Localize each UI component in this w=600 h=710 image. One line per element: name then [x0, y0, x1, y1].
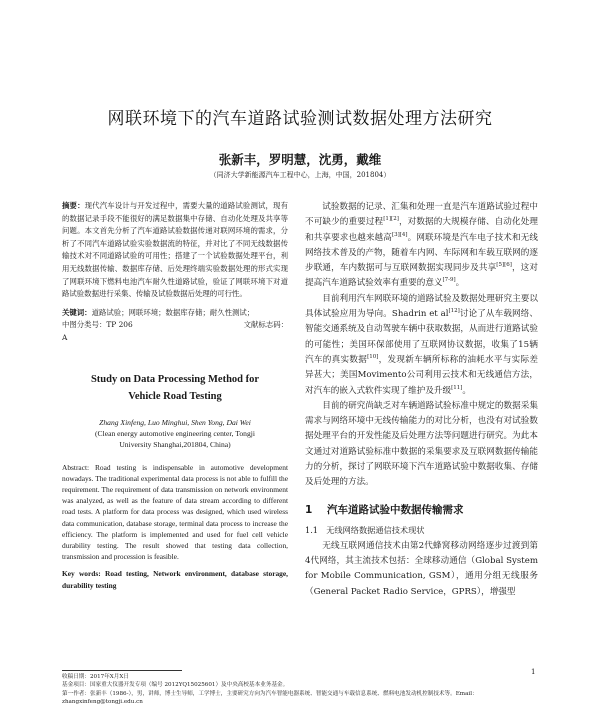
- keywords-cn-text: 道路试验；网联环境；数据库存储；耐久性测试；: [91, 307, 255, 317]
- keywords-en: [62, 568, 288, 590]
- footnote-author: 第一作者：张新丰（1986-），男，讲师，博士生导师，工学博士，主要研究方向为汽车智能电器系统、智能交通与车载信息系统、燃料电池发动机控制技术等。Email：zhangxinfeng@tongji.edu.cn: [62, 690, 478, 705]
- left-column: [62, 200, 288, 591]
- abstract-cn-text: 现代汽车设计与开发过程中，需要大量的道路试验测试，现有的数据记录手段不能很好的满足数据集中存储、自动化处理及共享等问题。本文首先分析了汽车道路试验数据传递对联网环境的需求，分析了不同汽车道路试验实验数据流的特征，并对比了不同无线数据传输技术对不同道路试验的可用性；搭建了一个试验数据处理平台，利用无线数据传输、数据库存储、后处理终端实验数据处理的形式实现了网联环境下燃料电池汽车耐久性道路试验，验证了网联环境下对道路试验数据进行采集、传输及试验数据后处理的可行性。: [62, 201, 288, 299]
- paper-title-cn: 网联环境下的汽车道路试验测试数据处理方法研究: [107, 109, 493, 129]
- intro-paragraph-1: [305, 200, 538, 292]
- keywords-cn-label: 关键词：: [62, 307, 92, 317]
- paper-title-en-line1: Study on Data Processing Method for: [90, 373, 260, 385]
- affiliation-en-line2: University Shanghai,201804, China): [119, 439, 231, 449]
- doc-code-value: A: [62, 332, 68, 342]
- p2-text-c: ，发现新车辆所标称的油耗水平与实际差异甚大；美国Movimento公司利用云技术和无线通信方法，对汽车的嵌入式软件实现了维护及升级: [305, 354, 538, 396]
- p2-text-b: 讨论了从车载网络、智能交通系统及自动驾驶车辆中获取数据，从而进行道路试验的可能性；美国环保部使用了互联网协议数据，收集了15辆汽车的真实数据: [305, 309, 538, 365]
- citation: [7-9]: [442, 277, 456, 284]
- paper-title-en-line2: Vehicle Road Testing: [128, 390, 222, 402]
- authors-cn: 张新丰，罗明慧，沈勇，戴维: [218, 152, 382, 167]
- doc-code-label: 文献标志码：: [243, 320, 288, 330]
- abstract-en-label: Abstract:: [62, 462, 90, 472]
- subsection-heading-1-1: 1.1 无线网络数据通信技术现状: [305, 524, 425, 535]
- footnote-received: 收稿日期：2017年X月X日: [62, 674, 129, 680]
- keywords-cn: [62, 307, 288, 320]
- footnote-divider: [62, 670, 182, 671]
- citation: [1][2]: [383, 216, 399, 223]
- p2-text: 目前利用汽车网联环境的道路试验及数据处理研究主要以具体试验应用为导向。Shadrin et al: [305, 293, 538, 320]
- p1-text-c: 。网联环境是汽车电子技术和无线网络技术普及的产物，随着车内网、车际网和车载互联网的逐步联通，车内数据可与互联网数据实现同步及共享: [305, 232, 538, 274]
- intro-paragraph-2: [305, 292, 538, 399]
- abstract-cn: [62, 200, 288, 301]
- p1-text: 试验数据的记录、汇集和处理一直是汽车道路试验过程中不可缺少的重要过程: [305, 202, 538, 228]
- p1-text-e: 。: [455, 278, 465, 289]
- footnotes: [62, 673, 542, 706]
- abstract-en: [62, 462, 288, 563]
- citation: [11]: [451, 384, 463, 391]
- abstract-cn-label: 摘要：: [62, 201, 85, 210]
- clc-number: 中图分类号：TP 206: [62, 320, 133, 330]
- citation: [12]: [448, 308, 460, 315]
- keywords-en-text: Road testing, Network environment, database storage, durability testing: [62, 569, 288, 590]
- authors-en: Zhang Xinfeng, Luo Minghui, Shen Yong, Dai Wei: [99, 417, 251, 427]
- citation: [5][6]: [496, 262, 512, 269]
- p1-text-b: ，对数据的大规模存储、自动化处理和共享要求也越来越高: [305, 217, 538, 243]
- p1-text-d: ，这对提高汽车道路试验效率有重要的意义: [305, 263, 538, 289]
- classification-line: [62, 319, 288, 332]
- abstract-en-text: Road testing is indispensable in automotive development nowadays. The traditional experimental data process is not able to fulfill the requirement. The requirement of data transmission on network environment was analyzed, as well as the feature of data stream according to different road tests. A platform for data process was designed, which used wireless data communication, database storage, terminal data process to increase the efficiency. The platform is implemented and used for fuel cell vehicle durability testing. The result showed that testing data collection, transmission and procession is feasible.: [62, 462, 288, 562]
- p2-text-d: 。: [462, 385, 472, 396]
- page-number: 1: [531, 668, 536, 676]
- affiliation-en-line1: (Clean energy automotive engineering center, Tongji: [95, 428, 255, 438]
- citation: [10]: [367, 354, 379, 361]
- affiliation-cn: （同济大学新能源汽车工程中心，上海，中国，201804）: [209, 171, 391, 179]
- right-column: [305, 200, 538, 600]
- section-title: 汽车道路试验中数据传输需求: [327, 503, 464, 516]
- citation: [3][4]: [391, 231, 408, 238]
- keywords-en-label: Key words:: [62, 569, 101, 579]
- section-heading-1: [305, 503, 538, 517]
- intro-paragraph-3: 目前的研究尚缺乏对车辆道路试验标准中规定的数据采集需求与网络环境中无线传输能力的对比分析，也没有对试验数据处理平台的开发性能及后处理方法等问题进行研究。为此本文通过对道路试验标准中数据的采集要求及互联网数据传输能力的分析，探讨了网联环境下汽车道路试验中数据收集、存储及后处理的方法。: [305, 400, 538, 488]
- section-number: 1: [305, 503, 313, 516]
- footnote-funding: 基金项目：国家重大仪器开发专项（编号 2012YQ15025601）及中央高校基本业务基金。: [62, 682, 289, 689]
- section-paragraph-1: 无线互联网通信技术由第2代蜂窝移动网络逐步过渡到第4代网络，其主流技术包括：全球移动通信（Global System for Mobile Communication, GSM），通用分组无线服务（General Packet Radio Service，GPRS），增强型: [305, 540, 538, 597]
